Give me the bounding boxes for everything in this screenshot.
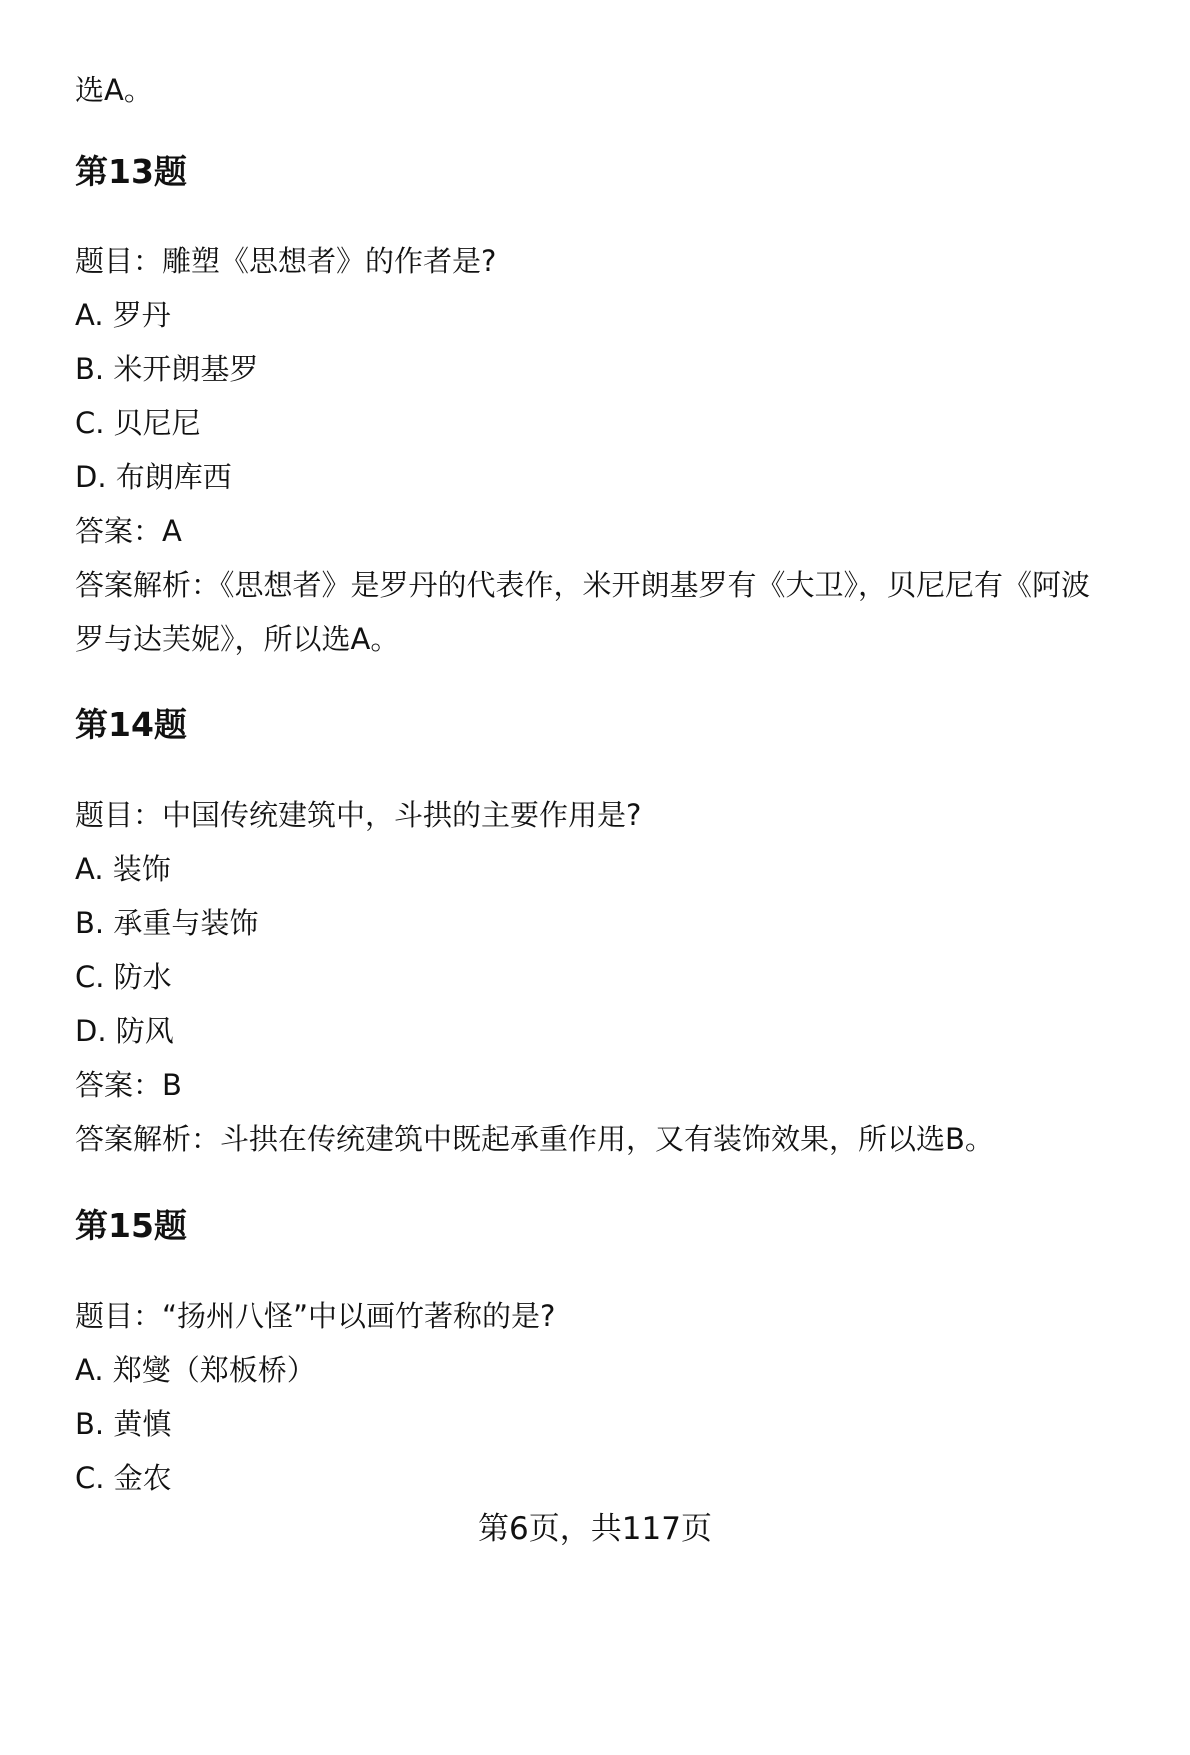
- question-13-option-b: B. 米开朗基罗: [75, 352, 259, 386]
- question-15-text: 题目：“扬州八怪”中以画竹著称的是?: [75, 1299, 556, 1333]
- question-13-explanation-line-2: 罗与达芙妮》，所以选A。: [75, 622, 400, 656]
- page-number-footer: 第6页，共117页: [478, 1511, 712, 1547]
- question-13-text: 题目：雕塑《思想者》的作者是?: [75, 244, 497, 278]
- question-15-heading: 第15题: [75, 1206, 187, 1245]
- question-14-option-c: C. 防水: [75, 960, 172, 994]
- question-14-text: 题目：中国传统建筑中，斗拱的主要作用是?: [75, 798, 642, 832]
- question-13-answer: 答案：A: [75, 514, 182, 548]
- question-14-option-a: A. 装饰: [75, 852, 171, 886]
- question-13-option-d: D. 布朗库西: [75, 460, 232, 494]
- question-15-option-c: C. 金农: [75, 1461, 172, 1495]
- question-13-option-a: A. 罗丹: [75, 298, 171, 332]
- question-14-option-d: D. 防风: [75, 1014, 174, 1048]
- question-14-explanation-line-1: 答案解析：斗拱在传统建筑中既起承重作用，又有装饰效果，所以选B。: [75, 1122, 994, 1156]
- question-15-option-b: B. 黄慎: [75, 1407, 172, 1441]
- question-13-explanation-line-1: 答案解析：《思想者》是罗丹的代表作，米开朗基罗有《大卫》，贝尼尼有《阿波: [75, 568, 1091, 602]
- question-13-heading: 第13题: [75, 152, 187, 191]
- question-14-option-b: B. 承重与装饰: [75, 906, 259, 940]
- question-13-option-c: C. 贝尼尼: [75, 406, 201, 440]
- continuation-text: 选A。: [75, 73, 153, 107]
- question-14-heading: 第14题: [75, 705, 187, 744]
- question-14-answer: 答案：B: [75, 1068, 182, 1102]
- question-15-option-a: A. 郑燮（郑板桥）: [75, 1353, 316, 1387]
